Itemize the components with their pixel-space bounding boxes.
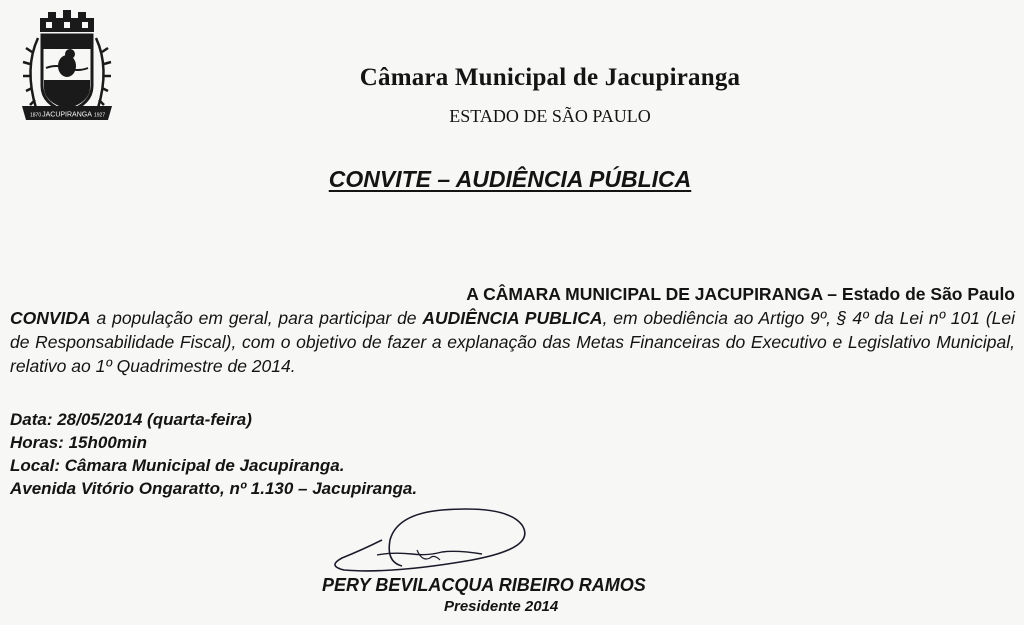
invitation-event: AUDIÊNCIA PUBLICA xyxy=(422,308,603,328)
invitation-verb: CONVIDA xyxy=(10,308,91,328)
ribbon-banner xyxy=(22,106,112,120)
event-details xyxy=(10,408,417,500)
municipal-coat-of-arms xyxy=(18,8,116,130)
handwritten-signature xyxy=(322,500,552,585)
invitation-text-1: a população em geral, para participar de xyxy=(90,308,423,328)
crest-ribbon-year-left: 1870 xyxy=(30,112,42,119)
event-time: Horas: 15h00min xyxy=(10,433,147,452)
crest-ribbon-text: JACUPIRANGA xyxy=(42,111,92,119)
signer-name: PERY BEVILACQUA RIBEIRO RAMOS xyxy=(322,575,646,595)
signer-role: Presidente 2014 xyxy=(444,598,559,615)
invitation-lead: A CÂMARA MUNICIPAL DE JACUPIRANGA – Estado de São Paulo xyxy=(466,284,1015,304)
document-title: CONVITE – AUDIÊNCIA PÚBLICA xyxy=(328,166,692,192)
event-date: Data: 28/05/2014 (quarta-feira) xyxy=(10,410,252,429)
invitation-paragraph xyxy=(10,282,1015,378)
state-name: ESTADO DE SÃO PAULO xyxy=(449,106,651,126)
event-place: Local: Câmara Municipal de Jacupiranga. xyxy=(10,456,345,475)
crest-ribbon-year: 1927 xyxy=(94,112,106,119)
invitation-text-2: , em obediência ao Artigo 9º, § 4º da Lei nº 101 (Lei de Responsabilidade Fiscal), com o objetivo de fazer a explanação das Metas Financeiras do Executivo e Legislativo Municipal, relativo ao 1º Quadrimestre de 2014. xyxy=(10,308,1016,376)
shield-icon xyxy=(42,35,92,112)
institution-name: Câmara Municipal de Jacupiranga xyxy=(359,64,741,91)
mural-crown-icon xyxy=(40,10,94,32)
event-address: Avenida Vitório Ongaratto, nº 1.130 – Jacupiranga. xyxy=(10,479,418,498)
